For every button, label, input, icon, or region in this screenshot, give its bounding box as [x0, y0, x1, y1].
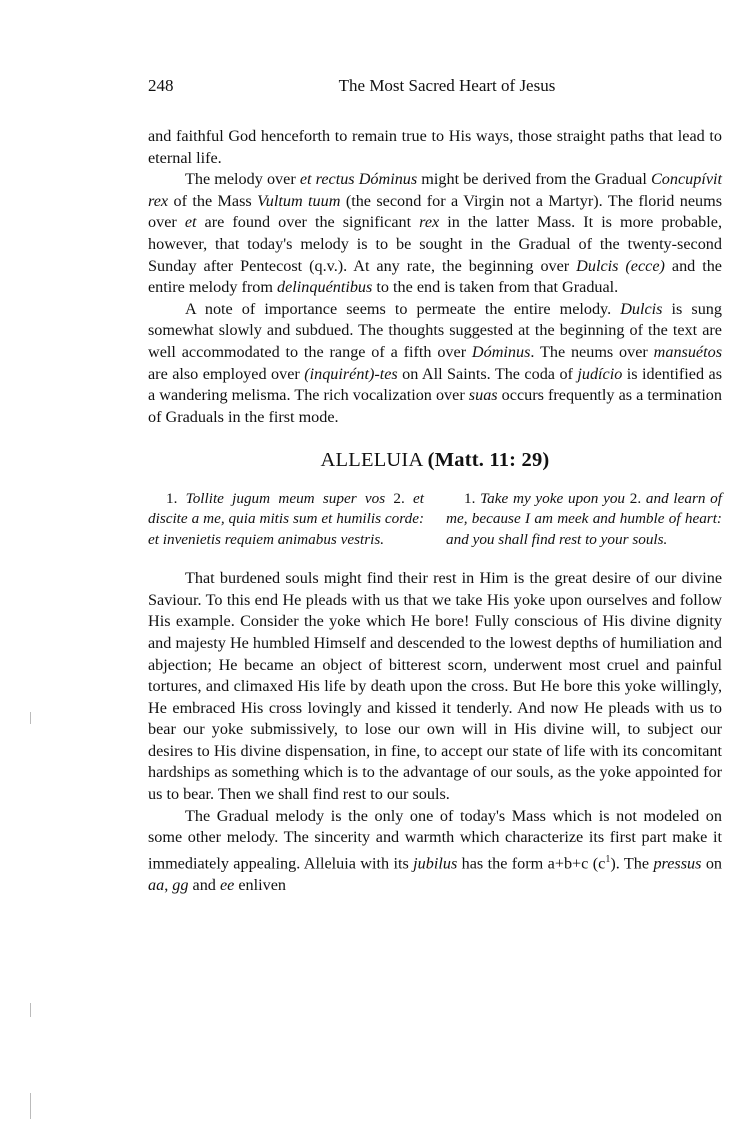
section-heading — [148, 450, 722, 472]
running-title: The Most Sacred Heart of Jesus — [338, 76, 556, 95]
scan-margin-mark — [30, 712, 31, 724]
paragraph: A note of importance seems to permeate the entire melody. Dulcis is sung somewhat slowly and subdued. The thoughts suggested at the beginning of the text are well accommodated to the range of a fifth over Dóminus. The neums over mansuétos are also employed over (inquirént)-tes on All Saints. The coda of judício is identified as a wandering melisma. The rich vocalization over suas occurs frequently as a termination of Graduals in the first mode. — [148, 299, 723, 426]
page-header — [148, 76, 722, 100]
latin-column: 1. Tollite jugum meum super vos 2. et discite a me, quia mitis sum et humilis corde: et invenietis requiem animabus vestris. — [148, 489, 424, 548]
scan-margin-mark — [30, 1003, 31, 1017]
page-number: 248 — [148, 76, 174, 95]
paragraph: The melody over et rectus Dóminus might be derived from the Gradual Concupívit rex of the Mass Vultum tuum (the second for a Virgin not a Martyr). The florid neums over et are found over the significant rex in the latter Mass. It is more probable, however, that today's melody is to be sought in the Gradual of the twenty-second Sunday after Pentecost (q.v.). At any rate, the beginning over Dulcis (ecce) and the entire melody from delinquéntibus to the end is taken from that Gradual. — [148, 170, 723, 297]
english-column: 1. Take my yoke upon you 2. and learn of me, because I am meek and humble of heart: and you shall find rest to your souls. — [446, 489, 722, 548]
paragraph: The Gradual melody is the only one of today's Mass which is not modeled on some other melody. The sincerity and warmth which characterize its first part make it immediately appealing. Alleluia with its jubilus has the form a+b+c $(c^1)$. The pressus on aa, gg and ee enliven — [148, 806, 723, 894]
paragraph: and faithful God henceforth to remain true to His ways, those straight paths that lead to eternal life. — [148, 127, 722, 167]
parallel-text — [148, 489, 722, 550]
paragraph: That burdened souls might find their rest in Him is the great desire of our divine Saviour. To this end He pleads with us that we take His yoke upon ourselves and follow His example. Consider the yoke which He bore! Fully conscious of His divine dignity and majesty He humbled Himself and descended to the lowest depths of humiliation and abjection; He became an object of bitterest scorn, underwent most cruel and painful tortures, and climaxed His life by death upon the cross. But He bore this yoke willingly, He embraced His cross lovingly and kissed it tenderly. And now He pleads with us to bear our yoke submissively, to lose our own will in His divine will, to subject our desires to His divine dispensation, in fine, to accept our state of life with its concomitant hardships as something which is to the advantage of our souls, as the yoke appointed for us to bear. Then we shall find rest to our souls. — [148, 569, 722, 804]
book-page — [148, 76, 722, 896]
section-title: ALLELUIA — [320, 449, 423, 472]
section-reference: (Matt. 11: 29) — [427, 449, 550, 472]
scan-margin-mark — [30, 1093, 31, 1119]
body-text — [148, 126, 722, 896]
